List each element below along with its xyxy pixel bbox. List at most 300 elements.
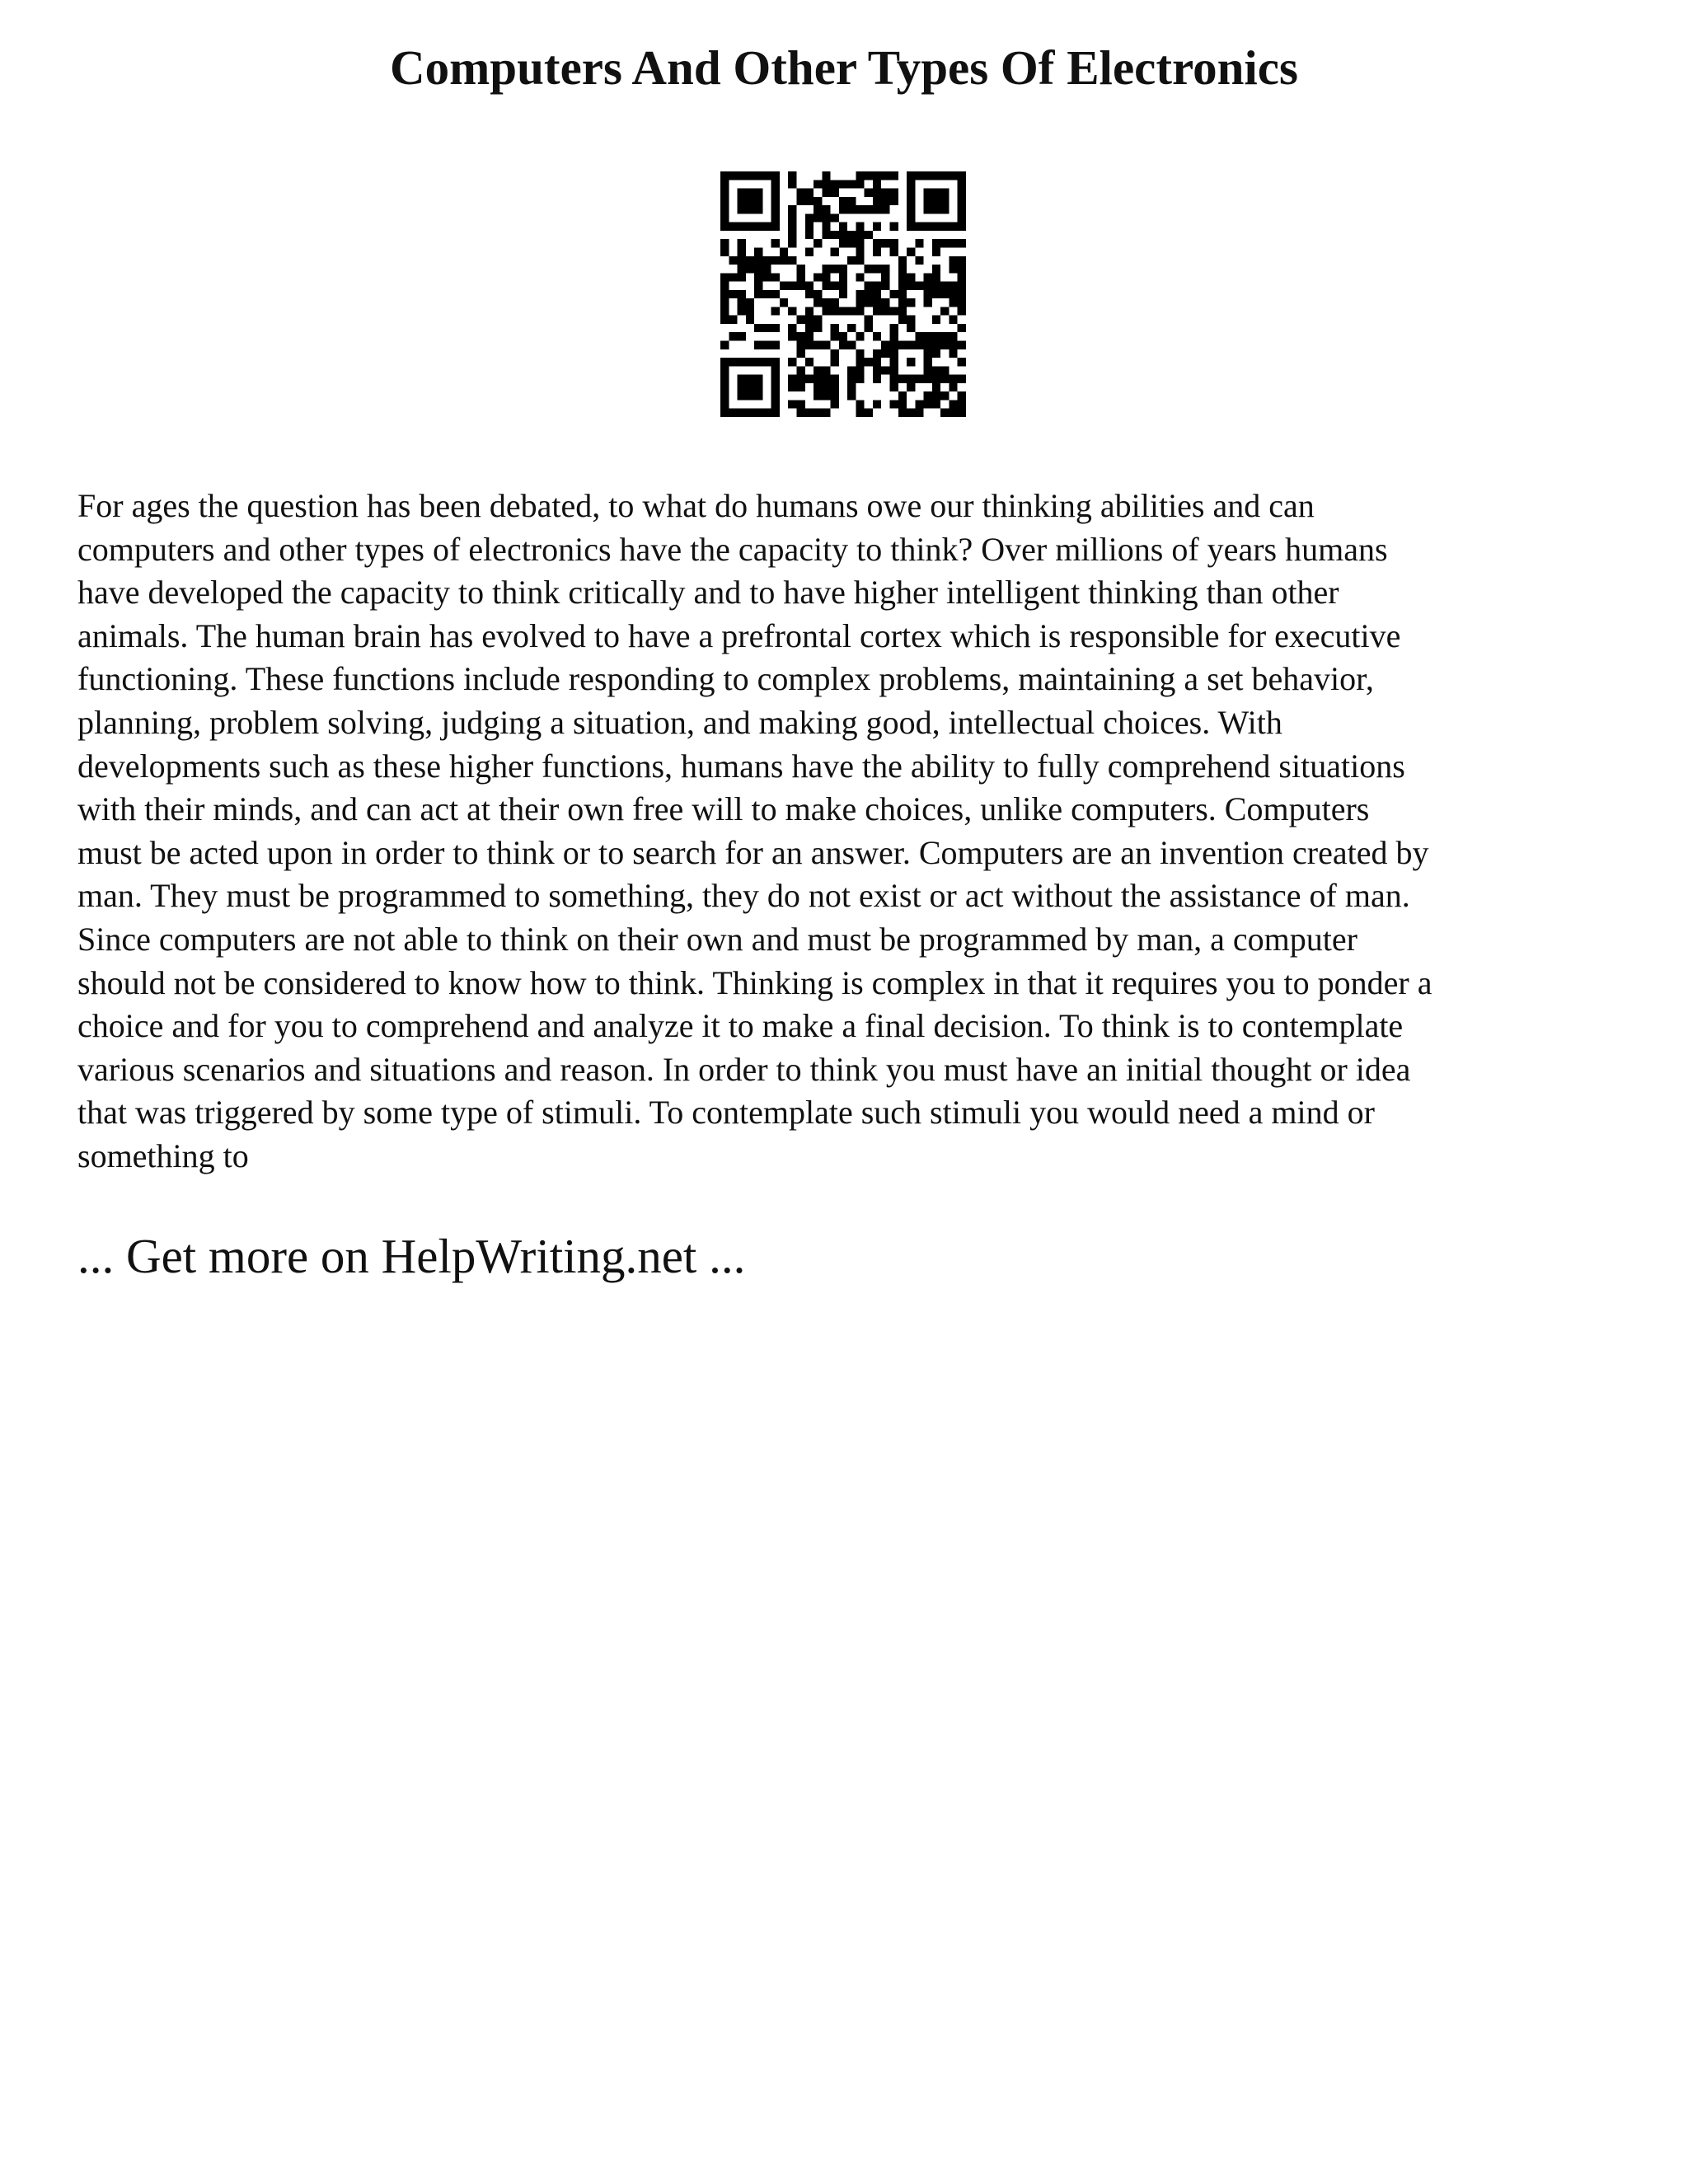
qr-module: [932, 205, 940, 213]
qr-module: [873, 375, 881, 383]
qr-module: [814, 316, 822, 324]
qr-module: [831, 391, 839, 400]
qr-module: [932, 375, 940, 383]
qr-module: [814, 180, 822, 188]
body-line: various scenarios and situations and reason. In order to think you must have an initial thought or idea: [77, 1050, 1411, 1088]
qr-module: [771, 171, 780, 180]
qr-module: [932, 316, 940, 324]
qr-module: [814, 383, 822, 391]
qr-module: [754, 324, 762, 332]
qr-module: [949, 223, 957, 231]
qr-module: [746, 383, 754, 391]
qr-module: [898, 298, 907, 307]
qr-module: [856, 400, 864, 408]
qr-module: [932, 282, 940, 290]
qr-module: [720, 307, 729, 315]
qr-module: [729, 171, 737, 180]
qr-module: [924, 375, 932, 383]
qr-module: [796, 341, 804, 349]
qr-module: [932, 332, 940, 340]
qr-module: [822, 265, 830, 273]
qr-module: [762, 290, 771, 298]
qr-module: [932, 391, 940, 400]
qr-module: [771, 307, 780, 315]
qr-module: [822, 180, 830, 188]
qr-module: [940, 307, 949, 315]
qr-module: [771, 197, 780, 205]
qr-module: [940, 366, 949, 374]
qr-module: [771, 273, 780, 281]
qr-module: [796, 265, 804, 273]
qr-module: [831, 383, 839, 391]
qr-module: [924, 197, 932, 205]
body-line: computers and other types of electronics have the capacity to think? Over millions of years humans: [77, 530, 1388, 568]
qr-module: [738, 273, 746, 281]
qr-module: [831, 358, 839, 366]
qr-module: [839, 273, 847, 281]
body-line: man. They must be programmed to something, they do not exist or act without the assistance of man.: [77, 877, 1410, 915]
qr-module: [805, 341, 814, 349]
qr-module: [949, 282, 957, 290]
qr-module: [762, 324, 771, 332]
qr-module: [738, 205, 746, 213]
qr-module: [873, 400, 881, 408]
qr-module: [949, 239, 957, 247]
qr-module: [924, 332, 932, 340]
qr-module: [924, 400, 932, 408]
qr-module: [847, 366, 856, 374]
qr-module: [822, 231, 830, 239]
qr-module: [932, 171, 940, 180]
qr-module: [738, 375, 746, 383]
qr-module: [780, 247, 788, 255]
qr-module: [746, 391, 754, 400]
qr-module: [805, 290, 814, 298]
qr-module: [856, 349, 864, 358]
qr-module: [856, 273, 864, 281]
qr-module: [932, 197, 940, 205]
qr-module: [814, 375, 822, 383]
qr-module: [780, 256, 788, 265]
qr-module: [788, 171, 796, 180]
qr-module: [865, 205, 873, 213]
qr-module: [746, 358, 754, 366]
qr-module: [907, 324, 915, 332]
qr-module: [924, 273, 932, 281]
qr-module: [865, 298, 873, 307]
qr-module: [831, 349, 839, 358]
qr-module: [814, 324, 822, 332]
qr-module: [805, 316, 814, 324]
qr-module: [856, 375, 864, 383]
qr-module: [796, 409, 804, 417]
qr-module: [771, 366, 780, 374]
qr-module: [822, 375, 830, 383]
qr-module: [940, 341, 949, 349]
qr-module: [881, 205, 889, 213]
get-more-link[interactable]: ... Get more on HelpWriting.net ...: [77, 1229, 746, 1283]
qr-module: [907, 375, 915, 383]
qr-module: [720, 213, 729, 222]
body-line: developments such as these higher functions, humans have the ability to fully comprehend situations: [77, 747, 1405, 785]
qr-module: [847, 256, 856, 265]
qr-module: [754, 341, 762, 349]
qr-module: [890, 341, 898, 349]
qr-module: [924, 349, 932, 358]
qr-module: [814, 273, 822, 281]
qr-module: [898, 307, 907, 315]
qr-module: [873, 332, 881, 340]
qr-module: [814, 366, 822, 374]
qr-module: [932, 341, 940, 349]
qr-module: [958, 324, 966, 332]
qr-module: [839, 290, 847, 298]
qr-module: [771, 223, 780, 231]
qr-module: [814, 205, 822, 213]
body-line: that was triggered by some type of stimuli. To contemplate such stimuli you would need a mind or: [77, 1094, 1375, 1132]
qr-module: [865, 265, 873, 273]
qr-module: [788, 324, 796, 332]
qr-module: [940, 332, 949, 340]
qr-module: [762, 341, 771, 349]
qr-module: [881, 273, 889, 281]
qr-module: [796, 349, 804, 358]
body-line: have developed the capacity to think critically and to have higher intelligent thinking than other: [77, 574, 1339, 612]
qr-module: [796, 332, 804, 340]
qr-module: [915, 239, 923, 247]
qr-module: [839, 282, 847, 290]
qr-module: [771, 189, 780, 197]
qr-module: [754, 265, 762, 273]
qr-module: [949, 298, 957, 307]
qr-module: [738, 247, 746, 255]
qr-module: [949, 332, 957, 340]
qr-module: [788, 205, 796, 213]
qr-module: [847, 307, 856, 315]
qr-module: [831, 213, 839, 222]
qr-module: [907, 316, 915, 324]
qr-module: [839, 223, 847, 231]
qr-module: [932, 273, 940, 281]
qr-module: [746, 256, 754, 265]
qr-module: [831, 189, 839, 197]
qr-module: [949, 265, 957, 273]
qr-module: [940, 239, 949, 247]
qr-module: [754, 282, 762, 290]
qr-module: [915, 223, 923, 231]
qr-module: [754, 375, 762, 383]
qr-module: [805, 332, 814, 340]
qr-module: [788, 383, 796, 391]
qr-module: [856, 180, 864, 188]
qr-module: [890, 171, 898, 180]
qr-module: [958, 239, 966, 247]
qr-module: [881, 197, 889, 205]
qr-module: [780, 282, 788, 290]
qr-module: [856, 298, 864, 307]
qr-module: [720, 409, 729, 417]
qr-module: [754, 358, 762, 366]
qr-module: [738, 197, 746, 205]
qr-module: [738, 239, 746, 247]
qr-module: [958, 265, 966, 273]
qr-module: [738, 256, 746, 265]
qr-module: [738, 189, 746, 197]
qr-module: [788, 307, 796, 315]
qr-module: [890, 189, 898, 197]
qr-module: [856, 332, 864, 340]
qr-module: [839, 341, 847, 349]
qr-module: [720, 375, 729, 383]
qr-module: [898, 273, 907, 281]
qr-module: [729, 409, 737, 417]
qr-module: [958, 307, 966, 315]
qr-module: [738, 307, 746, 315]
qr-module: [729, 290, 737, 298]
qr-module: [805, 213, 814, 222]
qr-module: [856, 247, 864, 255]
qr-module: [932, 223, 940, 231]
qr-module: [831, 282, 839, 290]
qr-module: [746, 189, 754, 197]
qr-module: [932, 400, 940, 408]
qr-module: [822, 205, 830, 213]
qr-module: [822, 171, 830, 180]
qr-module: [738, 383, 746, 391]
body-line: choice and for you to comprehend and analyze it to make a final decision. To think is to contemplate: [77, 1007, 1404, 1045]
qr-module: [839, 231, 847, 239]
qr-module: [796, 375, 804, 383]
qr-module: [890, 290, 898, 298]
qr-module: [746, 298, 754, 307]
qr-module: [788, 400, 796, 408]
qr-module: [788, 223, 796, 231]
qr-module: [805, 307, 814, 315]
qr-module: [762, 409, 771, 417]
qr-module: [771, 324, 780, 332]
qr-module: [890, 383, 898, 391]
qr-module: [890, 324, 898, 332]
body-line: with their minds, and can act at their own free will to make choices, unlike computers. Computers: [77, 790, 1370, 828]
qr-module: [865, 189, 873, 197]
qr-module: [873, 180, 881, 188]
qr-module: [873, 189, 881, 197]
qr-module: [805, 197, 814, 205]
qr-module: [788, 231, 796, 239]
qr-module: [873, 197, 881, 205]
qr-module: [847, 341, 856, 349]
qr-module: [729, 332, 737, 340]
qr-module: [738, 298, 746, 307]
qr-module: [890, 247, 898, 255]
qr-module: [958, 341, 966, 349]
qr-module: [881, 282, 889, 290]
qr-module: [856, 171, 864, 180]
qr-module: [949, 400, 957, 408]
qr-module: [754, 197, 762, 205]
qr-code-icon[interactable]: [720, 171, 966, 417]
qr-module: [958, 375, 966, 383]
qr-module: [729, 273, 737, 281]
qr-module: [738, 358, 746, 366]
qr-module: [898, 341, 907, 349]
qr-module: [940, 290, 949, 298]
qr-module: [958, 205, 966, 213]
qr-module: [856, 358, 864, 366]
qr-module: [831, 332, 839, 340]
qr-module: [796, 383, 804, 391]
qr-module: [780, 298, 788, 307]
qr-module: [924, 298, 932, 307]
qr-module: [796, 400, 804, 408]
qr-module: [873, 223, 881, 231]
qr-module: [839, 265, 847, 273]
body-line: planning, problem solving, judging a situation, and making good, intellectual choices. With: [77, 703, 1282, 741]
qr-module: [771, 341, 780, 349]
qr-module: [754, 223, 762, 231]
qr-module: [738, 409, 746, 417]
qr-module: [856, 366, 864, 374]
qr-module: [847, 180, 856, 188]
qr-module: [958, 391, 966, 400]
qr-module: [814, 239, 822, 247]
qr-module: [754, 171, 762, 180]
qr-module: [720, 383, 729, 391]
qr-module: [949, 290, 957, 298]
qr-module: [932, 383, 940, 391]
qr-module: [805, 223, 814, 231]
qr-module: [771, 391, 780, 400]
qr-module: [746, 171, 754, 180]
qr-module: [831, 400, 839, 408]
qr-module: [865, 282, 873, 290]
qr-module: [754, 247, 762, 255]
qr-module: [898, 316, 907, 324]
qr-module: [771, 180, 780, 188]
qr-module: [949, 349, 957, 358]
qr-module: [805, 189, 814, 197]
qr-module: [940, 205, 949, 213]
qr-module: [856, 256, 864, 265]
qr-module: [865, 231, 873, 239]
qr-module: [839, 205, 847, 213]
qr-module: [720, 341, 729, 349]
qr-module: [958, 180, 966, 188]
qr-module: [754, 391, 762, 400]
qr-module: [746, 265, 754, 273]
qr-module: [881, 189, 889, 197]
qr-module: [788, 256, 796, 265]
qr-module: [881, 307, 889, 315]
qr-module: [839, 180, 847, 188]
qr-module: [958, 282, 966, 290]
body-paragraph: [77, 485, 1619, 1179]
qr-module: [898, 282, 907, 290]
qr-module: [865, 409, 873, 417]
qr-module: [720, 239, 729, 247]
qr-module: [907, 298, 915, 307]
qr-module: [805, 358, 814, 366]
qr-module: [873, 239, 881, 247]
qr-module: [738, 391, 746, 400]
qr-module: [958, 213, 966, 222]
qr-module: [958, 298, 966, 307]
body-line: functioning. These functions include responding to complex problems, maintaining a set behavior,: [77, 660, 1374, 698]
qr-module: [940, 409, 949, 417]
qr-module: [873, 290, 881, 298]
qr-module: [898, 256, 907, 265]
qr-module: [814, 213, 822, 222]
qr-module: [890, 239, 898, 247]
qr-module: [856, 239, 864, 247]
body-line: must be acted upon in order to think or to search for an answer. Computers are an invention created by: [77, 833, 1429, 871]
qr-module: [746, 197, 754, 205]
qr-module: [771, 375, 780, 383]
qr-module: [949, 409, 957, 417]
qr-module: [915, 341, 923, 349]
qr-module: [788, 282, 796, 290]
qr-module: [932, 247, 940, 255]
qr-module: [865, 316, 873, 324]
qr-module: [831, 247, 839, 255]
qr-module: [746, 375, 754, 383]
qr-module: [907, 273, 915, 281]
qr-module: [754, 256, 762, 265]
qr-module: [949, 256, 957, 265]
qr-module: [805, 375, 814, 383]
qr-module: [839, 239, 847, 247]
qr-module: [890, 197, 898, 205]
qr-module: [822, 383, 830, 391]
qr-module: [720, 316, 729, 324]
qr-module: [881, 341, 889, 349]
qr-module: [720, 358, 729, 366]
qr-module: [932, 189, 940, 197]
qr-module: [940, 197, 949, 205]
qr-module: [890, 332, 898, 340]
qr-module: [831, 324, 839, 332]
qr-module: [771, 213, 780, 222]
qr-module: [940, 223, 949, 231]
qr-module: [898, 375, 907, 383]
qr-module: [881, 366, 889, 374]
qr-module: [754, 205, 762, 213]
qr-module: [762, 273, 771, 281]
qr-module: [839, 307, 847, 315]
qr-module: [940, 189, 949, 197]
qr-module: [881, 349, 889, 358]
qr-module: [762, 256, 771, 265]
qr-module: [720, 400, 729, 408]
qr-module: [720, 180, 729, 188]
qr-module: [907, 358, 915, 366]
qr-module: [847, 383, 856, 391]
qr-module: [729, 316, 737, 324]
qr-module: [898, 400, 907, 408]
qr-module: [738, 171, 746, 180]
qr-module: [890, 349, 898, 358]
qr-module: [805, 231, 814, 239]
qr-module: [839, 332, 847, 340]
qr-module: [754, 273, 762, 281]
qr-module: [915, 409, 923, 417]
body-line: should not be considered to know how to think. Thinking is complex in that it requires you to ponder a: [77, 963, 1432, 1001]
qr-module: [796, 366, 804, 374]
qr-module: [754, 383, 762, 391]
qr-module: [932, 239, 940, 247]
qr-module: [729, 256, 737, 265]
qr-module: [720, 282, 729, 290]
